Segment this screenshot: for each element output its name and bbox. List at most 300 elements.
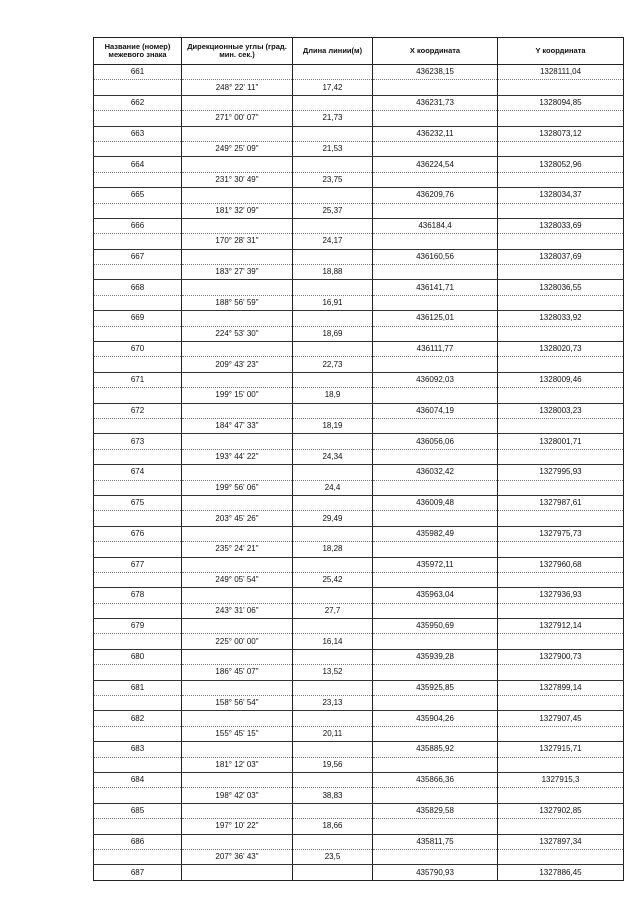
point-name: 683 bbox=[94, 742, 182, 757]
empty-cell bbox=[94, 388, 182, 403]
empty-cell bbox=[94, 726, 182, 741]
point-row bbox=[94, 434, 624, 449]
empty-cell bbox=[498, 295, 624, 310]
bearing-angle: 224° 53' 30" bbox=[182, 326, 293, 341]
empty-cell bbox=[373, 788, 498, 803]
header-line-length: Длина линии(м) bbox=[293, 38, 373, 65]
empty-cell bbox=[373, 849, 498, 864]
empty-cell bbox=[182, 65, 293, 80]
line-length: 23,13 bbox=[293, 696, 373, 711]
line-row bbox=[94, 418, 624, 433]
empty-cell bbox=[498, 111, 624, 126]
point-row bbox=[94, 834, 624, 849]
empty-cell bbox=[293, 742, 373, 757]
bearing-angle: 207° 36' 43" bbox=[182, 849, 293, 864]
empty-cell bbox=[94, 234, 182, 249]
empty-cell bbox=[293, 465, 373, 480]
y-coordinate: 1328001,71 bbox=[498, 434, 624, 449]
line-row bbox=[94, 357, 624, 372]
y-coordinate: 1328033,69 bbox=[498, 218, 624, 233]
empty-cell bbox=[94, 572, 182, 587]
x-coordinate: 435866,36 bbox=[373, 772, 498, 787]
empty-cell bbox=[373, 111, 498, 126]
x-coordinate: 435972,11 bbox=[373, 557, 498, 572]
empty-cell bbox=[293, 834, 373, 849]
empty-cell bbox=[182, 495, 293, 510]
x-coordinate: 436238,15 bbox=[373, 65, 498, 80]
y-coordinate: 1327915,71 bbox=[498, 742, 624, 757]
line-length: 13,52 bbox=[293, 665, 373, 680]
bearing-angle: 186° 45' 07" bbox=[182, 665, 293, 680]
empty-cell bbox=[182, 403, 293, 418]
point-row bbox=[94, 557, 624, 572]
empty-cell bbox=[94, 511, 182, 526]
empty-cell bbox=[293, 188, 373, 203]
coordinates-table bbox=[93, 37, 624, 881]
empty-cell bbox=[373, 726, 498, 741]
line-length: 16,91 bbox=[293, 295, 373, 310]
empty-cell bbox=[182, 526, 293, 541]
y-coordinate: 1328036,55 bbox=[498, 280, 624, 295]
x-coordinate: 435963,04 bbox=[373, 588, 498, 603]
header-point-name: Название (номер) межевого знака bbox=[94, 38, 182, 65]
line-row bbox=[94, 665, 624, 680]
empty-cell bbox=[94, 418, 182, 433]
empty-cell bbox=[498, 849, 624, 864]
x-coordinate: 436141,71 bbox=[373, 280, 498, 295]
bearing-angle: 170° 28' 31" bbox=[182, 234, 293, 249]
empty-cell bbox=[94, 80, 182, 95]
x-coordinate: 436009,48 bbox=[373, 495, 498, 510]
empty-cell bbox=[182, 280, 293, 295]
point-name: 668 bbox=[94, 280, 182, 295]
y-coordinate: 1328073,12 bbox=[498, 126, 624, 141]
point-row bbox=[94, 465, 624, 480]
empty-cell bbox=[182, 557, 293, 572]
x-coordinate: 435811,75 bbox=[373, 834, 498, 849]
line-row bbox=[94, 80, 624, 95]
point-name: 680 bbox=[94, 649, 182, 664]
empty-cell bbox=[293, 372, 373, 387]
line-row bbox=[94, 788, 624, 803]
line-row bbox=[94, 819, 624, 834]
y-coordinate: 1328009,46 bbox=[498, 372, 624, 387]
empty-cell bbox=[498, 603, 624, 618]
empty-cell bbox=[293, 157, 373, 172]
x-coordinate: 436056,06 bbox=[373, 434, 498, 449]
point-row bbox=[94, 65, 624, 80]
empty-cell bbox=[373, 480, 498, 495]
empty-cell bbox=[182, 434, 293, 449]
line-length: 18,69 bbox=[293, 326, 373, 341]
empty-cell bbox=[498, 572, 624, 587]
header-y-coordinate: Y координата bbox=[498, 38, 624, 65]
point-row bbox=[94, 649, 624, 664]
y-coordinate: 1328037,69 bbox=[498, 249, 624, 264]
y-coordinate: 1327912,14 bbox=[498, 619, 624, 634]
line-row bbox=[94, 634, 624, 649]
empty-cell bbox=[293, 619, 373, 634]
empty-cell bbox=[373, 819, 498, 834]
line-length: 22,73 bbox=[293, 357, 373, 372]
point-row bbox=[94, 126, 624, 141]
y-coordinate: 1328052,96 bbox=[498, 157, 624, 172]
y-coordinate: 1327902,85 bbox=[498, 803, 624, 818]
empty-cell bbox=[182, 772, 293, 787]
empty-cell bbox=[293, 434, 373, 449]
point-row bbox=[94, 218, 624, 233]
line-length: 23,75 bbox=[293, 172, 373, 187]
empty-cell bbox=[498, 172, 624, 187]
empty-cell bbox=[293, 772, 373, 787]
empty-cell bbox=[293, 126, 373, 141]
x-coordinate: 436111,77 bbox=[373, 342, 498, 357]
line-row bbox=[94, 726, 624, 741]
line-row bbox=[94, 203, 624, 218]
line-length: 25,37 bbox=[293, 203, 373, 218]
point-name: 682 bbox=[94, 711, 182, 726]
empty-cell bbox=[182, 95, 293, 110]
line-row bbox=[94, 511, 624, 526]
line-length: 18,66 bbox=[293, 819, 373, 834]
point-row bbox=[94, 619, 624, 634]
x-coordinate: 436074,19 bbox=[373, 403, 498, 418]
empty-cell bbox=[94, 357, 182, 372]
bearing-angle: 235° 24' 21" bbox=[182, 542, 293, 557]
point-name: 677 bbox=[94, 557, 182, 572]
line-row bbox=[94, 141, 624, 156]
point-name: 665 bbox=[94, 188, 182, 203]
x-coordinate: 435950,69 bbox=[373, 619, 498, 634]
empty-cell bbox=[182, 619, 293, 634]
line-row bbox=[94, 295, 624, 310]
point-row bbox=[94, 372, 624, 387]
bearing-angle: 188° 56' 59" bbox=[182, 295, 293, 310]
empty-cell bbox=[94, 480, 182, 495]
empty-cell bbox=[293, 95, 373, 110]
bearing-angle: 181° 32' 09" bbox=[182, 203, 293, 218]
empty-cell bbox=[94, 265, 182, 280]
empty-cell bbox=[498, 542, 624, 557]
empty-cell bbox=[498, 234, 624, 249]
y-coordinate: 1327897,34 bbox=[498, 834, 624, 849]
empty-cell bbox=[293, 588, 373, 603]
empty-cell bbox=[373, 265, 498, 280]
point-name: 663 bbox=[94, 126, 182, 141]
empty-cell bbox=[373, 295, 498, 310]
empty-cell bbox=[373, 357, 498, 372]
empty-cell bbox=[293, 218, 373, 233]
empty-cell bbox=[373, 234, 498, 249]
line-length: 21,53 bbox=[293, 141, 373, 156]
line-length: 18,9 bbox=[293, 388, 373, 403]
point-row bbox=[94, 526, 624, 541]
empty-cell bbox=[293, 495, 373, 510]
bearing-angle: 197° 10' 22" bbox=[182, 819, 293, 834]
x-coordinate: 435904,26 bbox=[373, 711, 498, 726]
bearing-angle: 193° 44' 22" bbox=[182, 449, 293, 464]
empty-cell bbox=[498, 203, 624, 218]
empty-cell bbox=[498, 80, 624, 95]
line-row bbox=[94, 326, 624, 341]
empty-cell bbox=[498, 726, 624, 741]
line-length: 29,49 bbox=[293, 511, 373, 526]
empty-cell bbox=[498, 357, 624, 372]
x-coordinate: 436209,76 bbox=[373, 188, 498, 203]
y-coordinate: 1328020,73 bbox=[498, 342, 624, 357]
empty-cell bbox=[373, 388, 498, 403]
empty-cell bbox=[94, 326, 182, 341]
y-coordinate: 1327987,61 bbox=[498, 495, 624, 510]
y-coordinate: 1327907,45 bbox=[498, 711, 624, 726]
y-coordinate: 1328033,92 bbox=[498, 311, 624, 326]
x-coordinate: 436032,42 bbox=[373, 465, 498, 480]
empty-cell bbox=[498, 788, 624, 803]
x-coordinate: 436231,73 bbox=[373, 95, 498, 110]
x-coordinate: 435939,28 bbox=[373, 649, 498, 664]
empty-cell bbox=[94, 603, 182, 618]
line-row bbox=[94, 603, 624, 618]
empty-cell bbox=[182, 342, 293, 357]
point-row bbox=[94, 157, 624, 172]
line-length: 20,11 bbox=[293, 726, 373, 741]
empty-cell bbox=[373, 449, 498, 464]
point-row bbox=[94, 495, 624, 510]
point-row bbox=[94, 803, 624, 818]
y-coordinate: 1328003,23 bbox=[498, 403, 624, 418]
empty-cell bbox=[182, 218, 293, 233]
empty-cell bbox=[498, 480, 624, 495]
x-coordinate: 435885,92 bbox=[373, 742, 498, 757]
point-row bbox=[94, 311, 624, 326]
empty-cell bbox=[373, 418, 498, 433]
empty-cell bbox=[182, 803, 293, 818]
point-name: 685 bbox=[94, 803, 182, 818]
point-name: 661 bbox=[94, 65, 182, 80]
bearing-angle: 231° 30' 49" bbox=[182, 172, 293, 187]
point-name: 676 bbox=[94, 526, 182, 541]
y-coordinate: 1327995,93 bbox=[498, 465, 624, 480]
empty-cell bbox=[373, 572, 498, 587]
empty-cell bbox=[498, 265, 624, 280]
header-bearing: Дирекционные углы (град. мин. сек.) bbox=[182, 38, 293, 65]
bearing-angle: 243° 31' 06" bbox=[182, 603, 293, 618]
empty-cell bbox=[498, 665, 624, 680]
point-row bbox=[94, 280, 624, 295]
empty-cell bbox=[182, 649, 293, 664]
empty-cell bbox=[498, 757, 624, 772]
bearing-angle: 198° 42' 03" bbox=[182, 788, 293, 803]
bearing-angle: 181° 12' 03" bbox=[182, 757, 293, 772]
line-length: 24,34 bbox=[293, 449, 373, 464]
empty-cell bbox=[293, 342, 373, 357]
y-coordinate: 1327936,93 bbox=[498, 588, 624, 603]
empty-cell bbox=[293, 280, 373, 295]
bearing-angle: 248° 22' 11" bbox=[182, 80, 293, 95]
empty-cell bbox=[94, 788, 182, 803]
x-coordinate: 436160,56 bbox=[373, 249, 498, 264]
line-row bbox=[94, 849, 624, 864]
y-coordinate: 1328111,04 bbox=[498, 65, 624, 80]
empty-cell bbox=[373, 326, 498, 341]
empty-cell bbox=[373, 542, 498, 557]
line-length: 24,17 bbox=[293, 234, 373, 249]
line-row bbox=[94, 696, 624, 711]
empty-cell bbox=[94, 203, 182, 218]
empty-cell bbox=[293, 403, 373, 418]
x-coordinate: 435925,85 bbox=[373, 680, 498, 695]
bearing-angle: 199° 56' 06" bbox=[182, 480, 293, 495]
point-row bbox=[94, 342, 624, 357]
empty-cell bbox=[498, 634, 624, 649]
bearing-angle: 209° 43' 23" bbox=[182, 357, 293, 372]
empty-cell bbox=[182, 465, 293, 480]
point-row bbox=[94, 865, 624, 880]
empty-cell bbox=[182, 311, 293, 326]
empty-cell bbox=[498, 696, 624, 711]
empty-cell bbox=[293, 526, 373, 541]
point-name: 666 bbox=[94, 218, 182, 233]
empty-cell bbox=[293, 65, 373, 80]
point-name: 679 bbox=[94, 619, 182, 634]
empty-cell bbox=[182, 834, 293, 849]
empty-cell bbox=[182, 188, 293, 203]
point-name: 669 bbox=[94, 311, 182, 326]
empty-cell bbox=[373, 665, 498, 680]
empty-cell bbox=[373, 634, 498, 649]
empty-cell bbox=[498, 388, 624, 403]
point-row bbox=[94, 188, 624, 203]
y-coordinate: 1328034,37 bbox=[498, 188, 624, 203]
empty-cell bbox=[182, 249, 293, 264]
empty-cell bbox=[498, 418, 624, 433]
empty-cell bbox=[94, 819, 182, 834]
y-coordinate: 1327899,14 bbox=[498, 680, 624, 695]
point-row bbox=[94, 742, 624, 757]
empty-cell bbox=[498, 141, 624, 156]
point-name: 673 bbox=[94, 434, 182, 449]
empty-cell bbox=[293, 803, 373, 818]
line-length: 21,73 bbox=[293, 111, 373, 126]
line-row bbox=[94, 388, 624, 403]
empty-cell bbox=[182, 742, 293, 757]
empty-cell bbox=[373, 203, 498, 218]
point-row bbox=[94, 772, 624, 787]
empty-cell bbox=[373, 757, 498, 772]
bearing-angle: 249° 05' 54" bbox=[182, 572, 293, 587]
empty-cell bbox=[94, 111, 182, 126]
point-name: 686 bbox=[94, 834, 182, 849]
point-row bbox=[94, 403, 624, 418]
point-name: 664 bbox=[94, 157, 182, 172]
bearing-angle: 155° 45' 15" bbox=[182, 726, 293, 741]
x-coordinate: 436125,01 bbox=[373, 311, 498, 326]
bearing-angle: 158° 56' 54" bbox=[182, 696, 293, 711]
bearing-angle: 199° 15' 00" bbox=[182, 388, 293, 403]
point-name: 674 bbox=[94, 465, 182, 480]
y-coordinate: 1327975,73 bbox=[498, 526, 624, 541]
line-length: 16,14 bbox=[293, 634, 373, 649]
line-length: 25,42 bbox=[293, 572, 373, 587]
point-row bbox=[94, 680, 624, 695]
empty-cell bbox=[373, 603, 498, 618]
empty-cell bbox=[94, 849, 182, 864]
empty-cell bbox=[94, 295, 182, 310]
empty-cell bbox=[182, 680, 293, 695]
bearing-angle: 225° 00' 00" bbox=[182, 634, 293, 649]
empty-cell bbox=[182, 711, 293, 726]
empty-cell bbox=[293, 711, 373, 726]
y-coordinate: 1328094,85 bbox=[498, 95, 624, 110]
line-length: 18,88 bbox=[293, 265, 373, 280]
point-name: 670 bbox=[94, 342, 182, 357]
bearing-angle: 271° 00' 07" bbox=[182, 111, 293, 126]
point-row bbox=[94, 249, 624, 264]
y-coordinate: 1327960,68 bbox=[498, 557, 624, 572]
line-row bbox=[94, 757, 624, 772]
empty-cell bbox=[373, 511, 498, 526]
empty-cell bbox=[94, 696, 182, 711]
point-name: 684 bbox=[94, 772, 182, 787]
empty-cell bbox=[293, 557, 373, 572]
x-coordinate: 435982,49 bbox=[373, 526, 498, 541]
empty-cell bbox=[293, 649, 373, 664]
point-name: 681 bbox=[94, 680, 182, 695]
empty-cell bbox=[182, 372, 293, 387]
bearing-angle: 203° 45' 26" bbox=[182, 511, 293, 526]
point-name: 672 bbox=[94, 403, 182, 418]
empty-cell bbox=[293, 311, 373, 326]
line-row bbox=[94, 449, 624, 464]
line-length: 23,5 bbox=[293, 849, 373, 864]
line-length: 27,7 bbox=[293, 603, 373, 618]
line-row bbox=[94, 542, 624, 557]
empty-cell bbox=[373, 80, 498, 95]
x-coordinate: 435829,58 bbox=[373, 803, 498, 818]
empty-cell bbox=[94, 542, 182, 557]
empty-cell bbox=[293, 680, 373, 695]
line-row bbox=[94, 572, 624, 587]
header-x-coordinate: X координата bbox=[373, 38, 498, 65]
bearing-angle: 183° 27' 39" bbox=[182, 265, 293, 280]
x-coordinate: 436224,54 bbox=[373, 157, 498, 172]
x-coordinate: 436184,4 bbox=[373, 218, 498, 233]
point-row bbox=[94, 95, 624, 110]
empty-cell bbox=[94, 634, 182, 649]
point-name: 662 bbox=[94, 95, 182, 110]
line-length: 17,42 bbox=[293, 80, 373, 95]
empty-cell bbox=[498, 449, 624, 464]
point-name: 667 bbox=[94, 249, 182, 264]
line-length: 24,4 bbox=[293, 480, 373, 495]
header-row bbox=[94, 38, 624, 65]
point-row bbox=[94, 711, 624, 726]
line-row bbox=[94, 172, 624, 187]
line-row bbox=[94, 480, 624, 495]
empty-cell bbox=[94, 449, 182, 464]
line-length: 19,56 bbox=[293, 757, 373, 772]
empty-cell bbox=[94, 665, 182, 680]
x-coordinate: 436092,03 bbox=[373, 372, 498, 387]
empty-cell bbox=[498, 511, 624, 526]
bearing-angle: 249° 25' 09" bbox=[182, 141, 293, 156]
point-name: 687 bbox=[94, 865, 182, 880]
empty-cell bbox=[373, 696, 498, 711]
empty-cell bbox=[498, 326, 624, 341]
point-name: 671 bbox=[94, 372, 182, 387]
empty-cell bbox=[182, 588, 293, 603]
y-coordinate: 1327886,45 bbox=[498, 865, 624, 880]
